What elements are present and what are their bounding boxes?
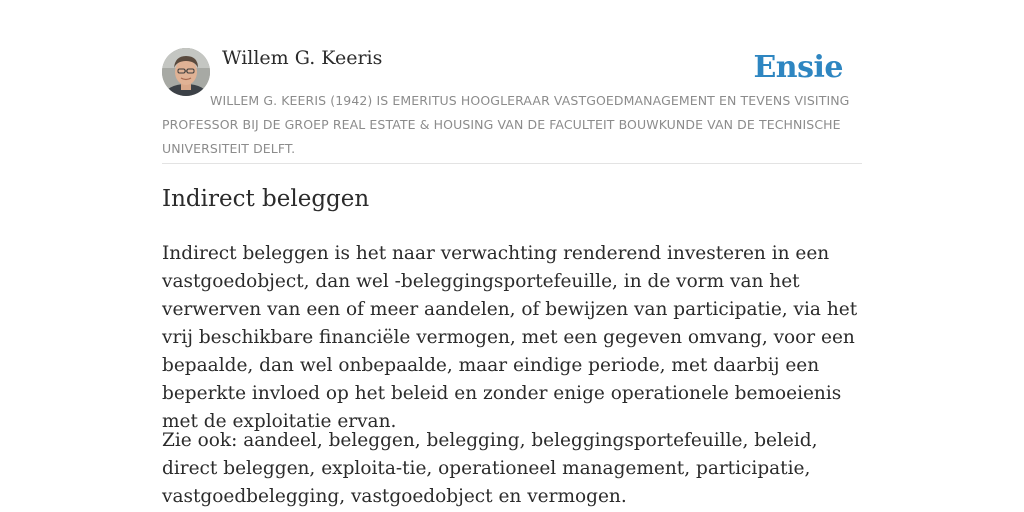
article-paragraph-definition: Indirect beleggen is het naar verwachting renderend investeren in een vastgoedobject, dan wel -beleggingsportefeuille, in de vorm van het verwerven van een of meer aandelen, of bewijzen van participatie, via het vrij beschikbare financiële vermogen, met een gegeven omvang, voor een bepaalde, dan wel onbepaalde, maar eindige periode, met daarbij een beperkte invloed op het beleid en zonder enige operationele bemoeienis met de exploitatie ervan. xyxy=(162,243,858,432)
author-name[interactable]: Willem G. Keeris xyxy=(222,47,383,69)
author-header xyxy=(162,44,862,164)
brand-logo[interactable]: Ensie xyxy=(753,50,843,85)
author-bio: WILLEM G. KEERIS (1942) IS EMERITUS HOOGLERAAR VASTGOEDMANAGEMENT EN TEVENS VISITING PROFESSOR BIJ DE GROEP REAL ESTATE & HOUSING VAN DE FACULTEIT BOUWKUNDE VAN DE TECHNISCHE UNIVERSITEIT DELFT. xyxy=(162,93,850,156)
article-paragraph-see-also: Zie ook: aandeel, beleggen, belegging, beleggingsportefeuille, beleid, direct beleggen, exploita-tie, operationeel management, participatie, vastgoedbelegging, vastgoedobject en vermogen. xyxy=(162,430,818,507)
page-title: Indirect beleggen xyxy=(162,186,370,212)
